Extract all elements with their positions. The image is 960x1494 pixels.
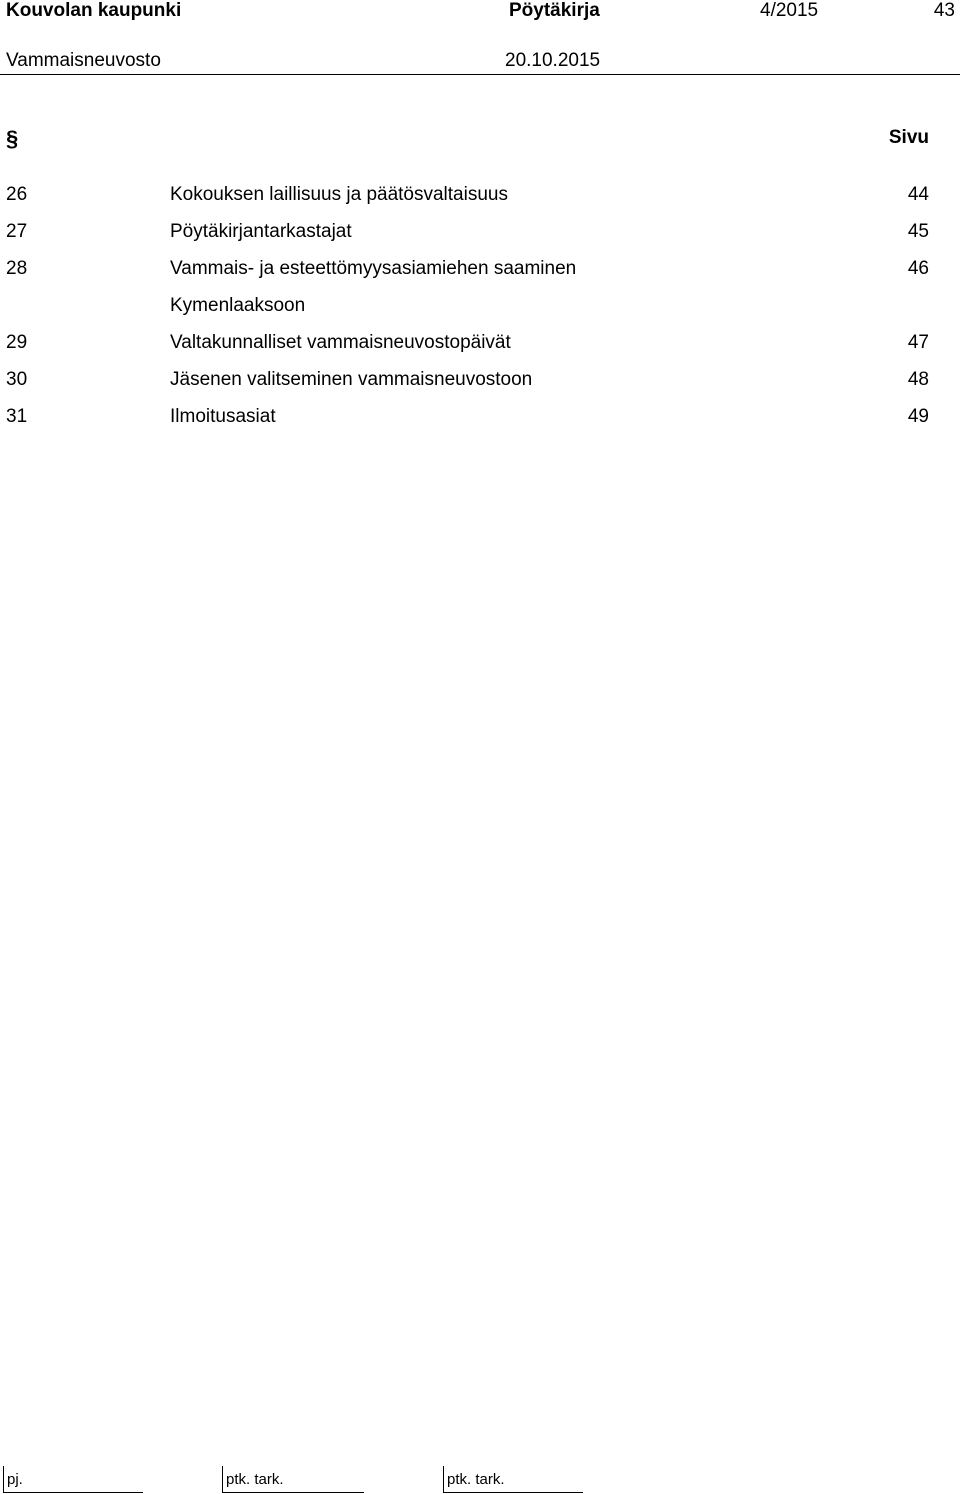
item-title-line: Kokouksen laillisuus ja päätösvaltaisuus bbox=[170, 184, 508, 205]
item-title bbox=[170, 213, 750, 250]
item-title bbox=[170, 324, 750, 361]
item-number: 29 bbox=[6, 332, 28, 353]
list-item bbox=[0, 398, 960, 435]
item-number: 30 bbox=[6, 369, 28, 390]
item-page: 47 bbox=[907, 332, 929, 353]
item-page: 46 bbox=[907, 258, 929, 279]
header-divider bbox=[0, 74, 960, 75]
section-sign-icon: § bbox=[6, 126, 19, 151]
item-title bbox=[170, 250, 750, 324]
item-number: 31 bbox=[6, 406, 28, 427]
list-item bbox=[0, 324, 960, 361]
meeting-date: 20.10.2015 bbox=[505, 50, 601, 71]
item-title bbox=[170, 361, 750, 398]
chair-signature-field bbox=[3, 1466, 143, 1493]
document-subheader bbox=[0, 50, 960, 74]
checker-2-signature-field bbox=[443, 1466, 583, 1493]
item-title-line: Vammais- ja esteettömyysasiamiehen saaminen bbox=[170, 258, 577, 279]
list-item bbox=[0, 213, 960, 250]
checker-1-signature-field bbox=[222, 1466, 364, 1493]
item-page: 48 bbox=[907, 369, 929, 390]
document-type: Pöytäkirja bbox=[509, 0, 600, 21]
item-title-line: Jäsenen valitseminen vammaisneuvostoon bbox=[170, 369, 533, 390]
item-title bbox=[170, 176, 750, 213]
item-title-line: Ilmoitusasiat bbox=[170, 406, 276, 427]
item-number: 26 bbox=[6, 184, 28, 205]
list-item bbox=[0, 176, 960, 213]
checker-1-signature-label: ptk. tark. bbox=[226, 1471, 284, 1488]
list-item bbox=[0, 250, 960, 324]
item-title bbox=[170, 398, 750, 435]
body-name: Vammaisneuvosto bbox=[6, 50, 161, 71]
checker-2-signature-label: ptk. tark. bbox=[447, 1471, 505, 1488]
organization-name: Kouvolan kaupunki bbox=[6, 0, 182, 21]
item-title-line: Pöytäkirjantarkastajat bbox=[170, 221, 352, 242]
signature-row bbox=[0, 1466, 960, 1494]
item-number: 27 bbox=[6, 221, 28, 242]
page-column-label: Sivu bbox=[888, 127, 929, 148]
item-page: 44 bbox=[907, 184, 929, 205]
document-header bbox=[0, 0, 960, 24]
chair-signature-label: pj. bbox=[7, 1471, 23, 1488]
toc-header bbox=[0, 127, 960, 151]
item-number: 28 bbox=[6, 258, 28, 279]
table-of-contents bbox=[0, 176, 960, 435]
item-title-line: Valtakunnalliset vammaisneuvostopäivät bbox=[170, 332, 511, 353]
page-number: 43 bbox=[933, 0, 955, 21]
item-title-line: Kymenlaaksoon bbox=[170, 295, 306, 316]
item-page: 45 bbox=[907, 221, 929, 242]
item-page: 49 bbox=[907, 406, 929, 427]
list-item bbox=[0, 361, 960, 398]
document-number: 4/2015 bbox=[760, 0, 819, 21]
